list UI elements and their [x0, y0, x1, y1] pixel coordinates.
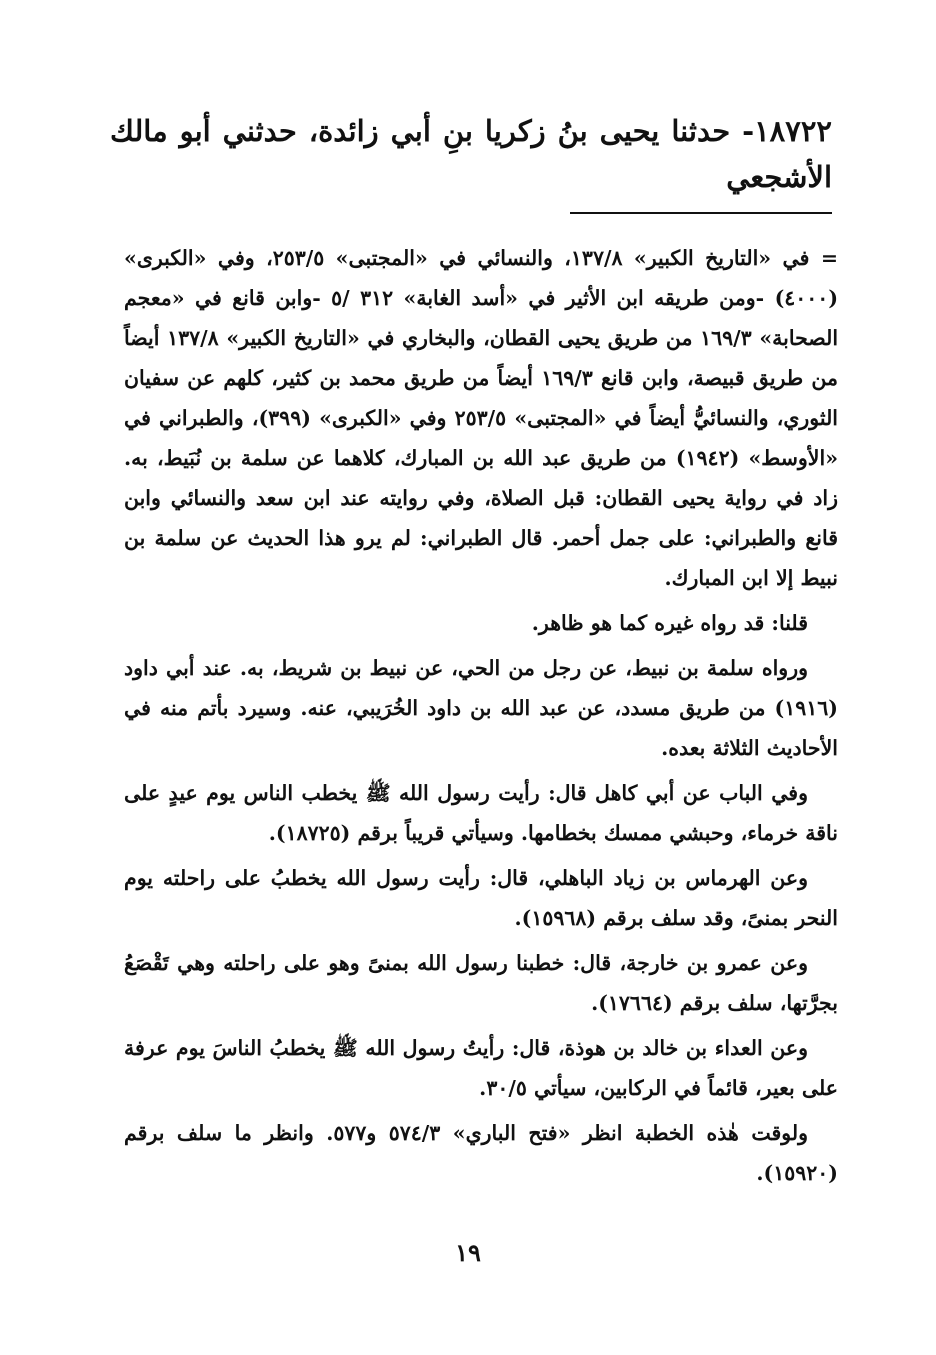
footnote-paragraph: ولوقت هٰذه الخطبة انظر «فتح الباري» ٥٧٤/٣ و٥٧٧. وانظر ما سلف برقم (١٥٩٢٠). — [124, 1121, 838, 1185]
footnote-paragraph: ورواه سلمة بن نبيط، عن رجل من الحي، عن نبيط بن شريط، به. عند أبي داود (١٩١٦) من طريق مسدد، عن عبد الله بن داود الخُرَيبي، عنه. وسيرد بأتم منه في الأحاديث الثلاثة بعده. — [124, 656, 838, 760]
footnote-paragraph: وعن عمرو بن خارجة، قال: خطبنا رسول الله بمنىً وهو على راحلته وهي تَقْصَعُ بجرَّتها، سلف برقم (١٧٦٦٤). — [124, 951, 838, 1015]
footnote-separator — [570, 212, 832, 214]
footnote-paragraph: قلنا: قد رواه غيره كما هو ظاهر. — [531, 611, 808, 635]
hadith-text: ١٨٧٢٢- حدثنا يحيى بنُ زكريا بنِ أبي زائدة، حدثني أبو مالك الأشجعي — [110, 114, 832, 194]
footnote-paragraph: وفي الباب عن أبي كاهل قال: رأيت رسول الله ﷺ يخطب الناس يوم عيدٍ على ناقة خرماء، وحبشي ممسك بخطامها. وسيأتي قريباً برقم (١٨٧٢٥). — [124, 781, 838, 845]
footnote-paragraph: وعن العداء بن خالد بن هوذة، قال: رأيتُ رسول الله ﷺ يخطبُ الناسَ يوم عرفة على بعير، قائماً في الركابين، سيأتي ٣٠/٥. — [124, 1036, 838, 1100]
footnote-paragraph: = في «التاريخ الكبير» ١٣٧/٨، والنسائي في «المجتبى» ٢٥٣/٥، وفي «الكبرى» (٤٠٠٠) -ومن طريقه ابن الأثير في «أسد الغابة» ٣١٢ /٥ -وابن قانع في «معجم الصحابة» ١٦٩/٣ من طريق يحيى القطان، والبخاري في «التاريخ الكبير» ١٣٧/٨ أيضاً من طريق قبيصة، وابن قانع ١٦٩/٣ أيضاً من طريق محمد بن كثير، كلهم عن سفيان الثوري، والنسائيُّ أيضاً في «المجتبى» ٢٥٣/٥ وفي «الكبرى» (٣٩٩)، والطبراني في «الأوسط» (١٩٤٢) من طريق عبد الله بن المبارك، كلاهما عن سلمة بن نُبَيط، به. زاد في رواية يحيى القطان: قبل الصلاة، وفي روايته عند ابن سعد والنسائي وابن قانع والطبراني: على جمل أحمر. قال الطبراني: لم يرو هذا الحديث عن سلمة بن نبيط إلا ابن المبارك. — [124, 246, 839, 590]
page-number: ١٩ — [455, 1238, 481, 1267]
footnote-paragraph: وعن الهرماس بن زياد الباهلي، قال: رأيت رسول الله يخطبُ على راحلته يوم النحر بمنىً، وقد سلف برقم (١٥٩٦٨). — [124, 866, 838, 930]
footnotes — [124, 238, 838, 1198]
